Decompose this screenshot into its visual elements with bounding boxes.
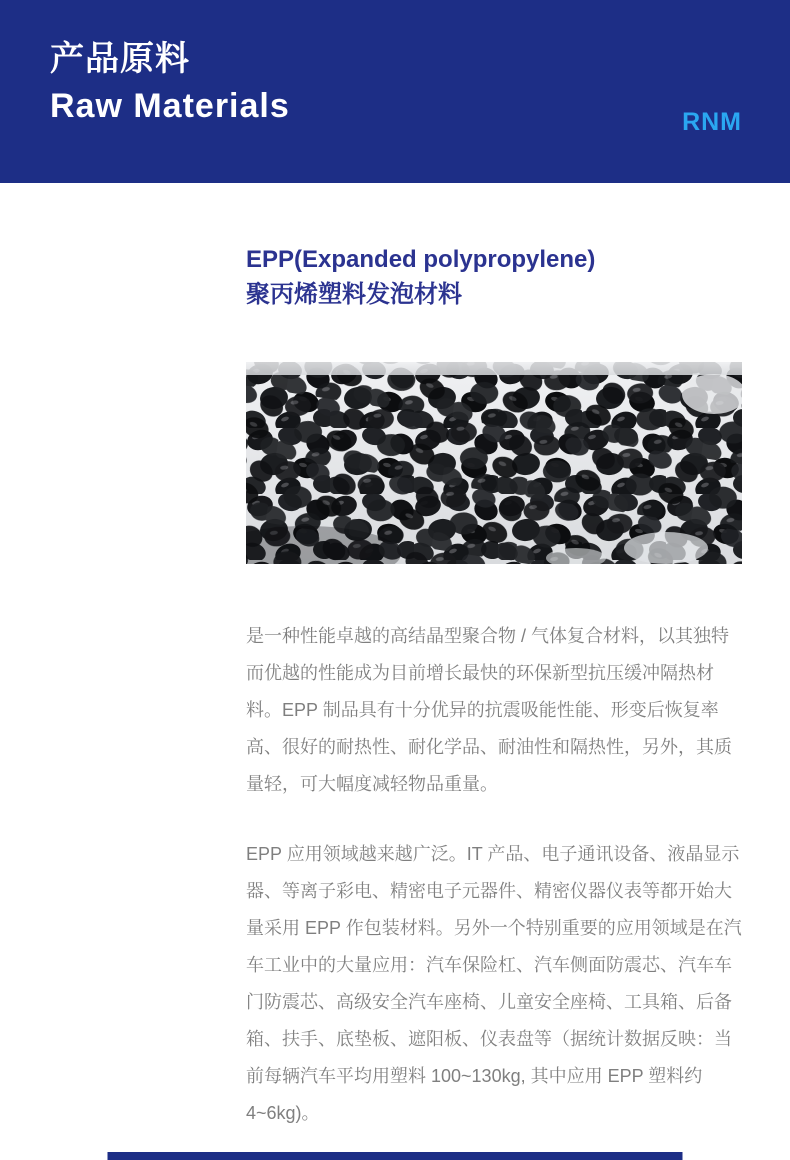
page-title-zh: 产品原料 bbox=[50, 40, 190, 78]
next-section-edge bbox=[108, 1152, 683, 1160]
epp-pellets-image bbox=[246, 362, 742, 564]
header-banner bbox=[0, 0, 790, 183]
section-heading bbox=[246, 242, 746, 312]
page-title-en: Raw Materials bbox=[50, 87, 290, 125]
page-title bbox=[50, 36, 290, 130]
section-heading-en: EPP(Expanded polypropylene) bbox=[246, 246, 596, 273]
paragraph-epp-description: 是一种性能卓越的高结晶型聚合物 / 气体复合材料，以其独特而优越的性能成为目前增长最快的环保新型抗压缓冲隔热材料。EPP 制品具有十分优异的抗震吸能性能、形变后恢复率高、很好的耐热性、耐化学品、耐油性和隔热性，另外，其质量轻，可大幅度减轻物品重量。 bbox=[246, 626, 732, 794]
paragraph-epp-applications: EPP 应用领域越来越广泛。IT 产品、电子通讯设备、液晶显示器、等离子彩电、精密电子元器件、精密仪器仪表等都开始大量采用 EPP 作包装材料。另外一个特别重要的应用领域是在汽车工业中的大量应用：汽车保险杠、汽车侧面防震芯、汽车车门防震芯、高级安全汽车座椅、儿童安全座椅、工具箱、后备箱、扶手、底垫板、遮阳板、仪表盘等（据统计数据反映：当前每辆汽车平均用塑料 100~130kg, 其中应用 EPP 塑料约 4~6kg)。 bbox=[246, 844, 742, 1123]
rnm-logo: RNM bbox=[682, 108, 742, 136]
section-heading-zh: 聚丙烯塑料发泡材料 bbox=[246, 281, 462, 308]
